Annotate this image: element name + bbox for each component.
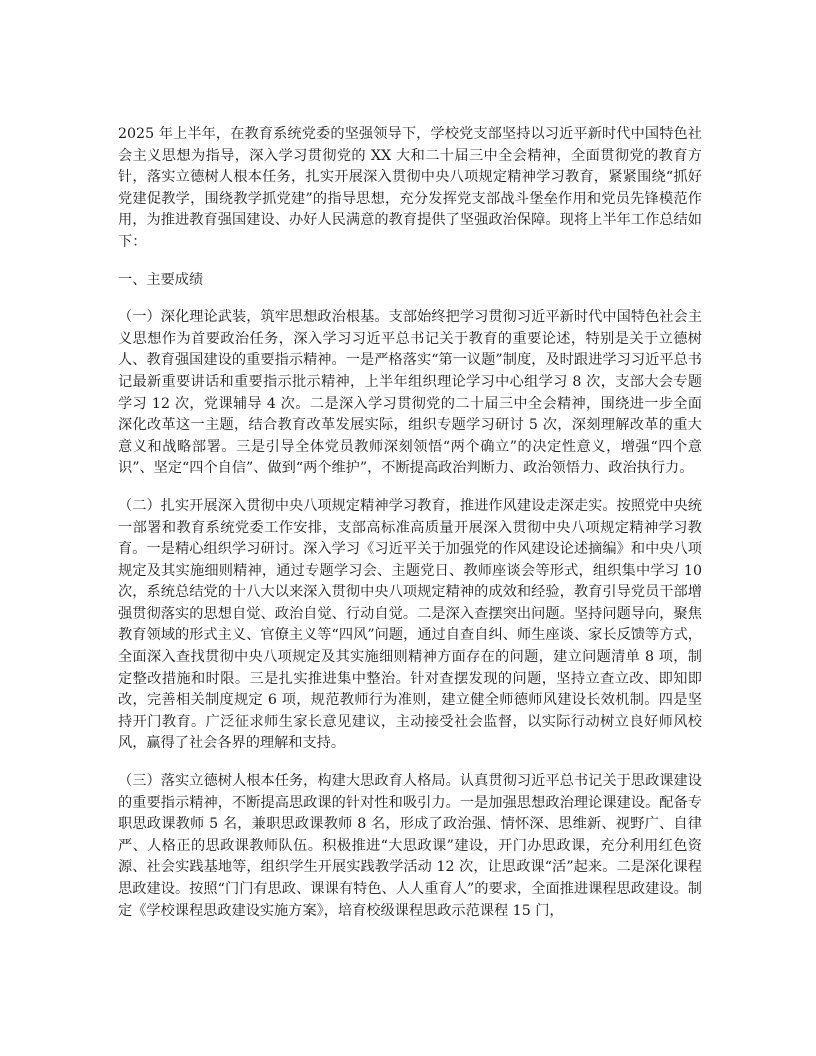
section-heading: 一、主要成绩 [118, 271, 204, 288]
paragraph-eight-rules: （二）扎实开展深入贯彻中央八项规定精神学习教育，推进作风建设走深走实。按照党中央统一部署和教育系统党委工作安排，支部高标准高质量开展深入贯彻中央八项规定精神学习教育。一是精心组织学习研讨。深入学习《习近平关于加强党的作风建设论述摘编》和中央八项规定及其实施细则精神，通过专题学习会、主题党日、教师座谈会等形式，组织集中学习 10 次，系统总结党的十八大以来深入贯彻中央八项规定精神的成效和经验，教育引导党员干部增强贯彻落实的思想自觉、政治自觉、行动自觉。二是深入查摆突出问题。坚持问题导向，聚焦教育领域的形式主义、官僚主义等“四风”问题，通过自查自纠、师生座谈、家长反馈等方式，全面深入查找贯彻中央八项规定及其实施细则精神方面存在的问题，建立问题清单 8 项，制定整改措施和时限。三是扎实推进集中整治。针对查摆发现的问题，坚持立查立改、即知即改，完善相关制度规定 6 项，规范教师行为准则，建立健全师德师风建设长效机制。四是坚持开门教育。广泛征求师生家长意见建议，主动接受社会监督，以实际行动树立良好师风校风，赢得了社会各界的理解和支持。 [118, 497, 702, 752]
paragraph-moral-education: （三）落实立德树人根本任务，构建大思政育人格局。认真贯彻习近平总书记关于思政课建设的重要指示精神，不断提高思政课的针对性和吸引力。一是加强思想政治理论课建设。配备专职思政课教师 5 名，兼职思政课教师 8 名，形成了政治强、情怀深、思维新、视野广、自律严、人格正的思政课教师队伍。积极推进“大思政课”建设，开门办思政课，充分利用红色资源、社会实践基地等，组织学生开展实践教学活动 12 次，让思政课“活”起来。二是深化课程思政建设。按照“门门有思政、课课有特色、人人重育人”的要求，全面推进课程思政建设。制定《学校课程思政建设实施方案》，培育校级课程思政示范课程 15 门， [118, 773, 702, 919]
intro-paragraph: 2025 年上半年，在教育系统党委的坚强领导下，学校党支部坚持以习近平新时代中国特色社会主义思想为指导，深入学习贯彻党的 XX 大和二十届三中全会精神，全面贯彻党的教育方针，落实立德树人根本任务，扎实开展深入贯彻中央八项规定精神学习教育，紧紧围绕“抓好党建促教学，围绕教学抓党建”的指导思想，充分发挥党支部战斗堡垒作用和党员先锋模范作用，为推进教育强国建设、办好人民满意的教育提供了坚强政治保障。现将上半年工作总结如下： [118, 126, 702, 250]
paragraph-theory: （一）深化理论武装，筑牢思想政治根基。支部始终把学习贯彻习近平新时代中国特色社会主义思想作为首要政治任务，深入学习习近平总书记关于教育的重要论述，特别是关于立德树人、教育强国建设的重要指示精神。一是严格落实“第一议题”制度，及时跟进学习习近平总书记最新重要讲话和重要指示批示精神，上半年组织理论学习中心组学习 8 次，支部大会专题学习 12 次，党课辅导 4 次。二是深入学习贯彻党的二十届三中全会精神，围绕进一步全面深化改革这一主题，结合教育改革发展实际，组织专题学习研讨 5 次，深刻理解改革的重大意义和战略部署。三是引导全体党员教师深刻领悟“两个确立”的决定性意义，增强“四个意识”、坚定“四个自信”、做到“两个维护”，不断提高政治判断力、政治领悟力、政治执行力。 [118, 309, 702, 477]
document-body [118, 124, 702, 938]
